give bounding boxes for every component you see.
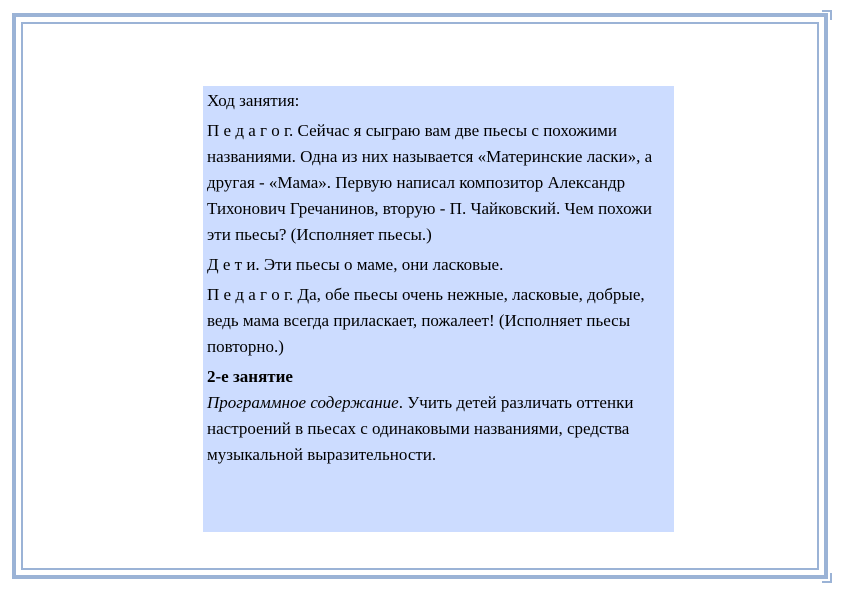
program-paragraph: [207, 390, 670, 468]
children-paragraph: Д е т и. Эти пьесы о маме, они ласковые.: [207, 255, 504, 274]
frame-corner-decoration: [822, 573, 832, 583]
program-text: . Учить детей различать оттенки настроений в пьесах с одинаковыми названиями, средства музыкальной выразительности.: [207, 393, 634, 464]
teacher-paragraph-1: П е д а г о г. Сейчас я сыграю вам две пьесы с похожими названиями. Одна из них называется «Материнские ласки», а другая - «Мама». Первую написал композитор Александр Тихонович Гречанинов, вторую - П. Чайковский. Чем похожи эти пьесы? (Исполняет пьесы.): [207, 121, 653, 244]
program-label: Программное содержание: [207, 393, 399, 412]
frame-corner-decoration: [822, 10, 832, 20]
teacher-paragraph-2: П е д а г о г. Да, обе пьесы очень нежные, ласковые, добрые, ведь мама всегда приласкает, пожалеет! (Исполняет пьесы повторно.): [207, 285, 645, 356]
lesson-intro: Ход занятия:: [207, 91, 300, 110]
lesson-text-box: [203, 86, 674, 532]
lesson-heading: 2-е занятие: [207, 367, 293, 386]
